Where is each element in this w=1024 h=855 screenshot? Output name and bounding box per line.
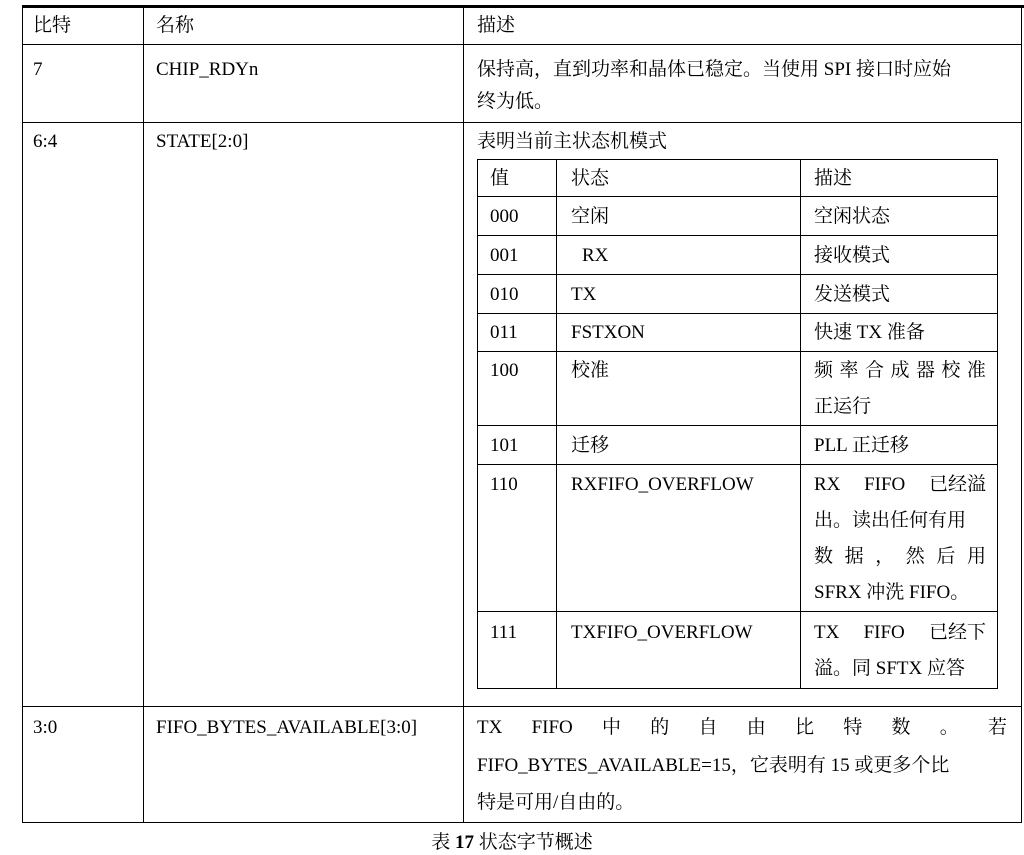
state-description: 发送模式 bbox=[814, 284, 891, 305]
state-description: 空闲状态 bbox=[814, 206, 891, 227]
state-value: 000 bbox=[490, 206, 519, 227]
state-table-line bbox=[477, 351, 998, 352]
state-name: RXFIFO_OVERFLOW bbox=[571, 474, 754, 495]
row-divider bbox=[22, 706, 1022, 707]
state-description-line: SFRX 冲洗 FIFO。 bbox=[814, 582, 970, 603]
row-description-line: 保持高，直到功率和晶体已稳定。当使用 SPI 接口时应始 bbox=[477, 59, 951, 80]
state-name: 空闲 bbox=[571, 206, 610, 227]
state-value: 001 bbox=[490, 245, 519, 266]
state-header-description: 描述 bbox=[814, 168, 853, 189]
state-description-line: 频 率 合 成 器 校 准 bbox=[814, 360, 986, 381]
state-table-line bbox=[477, 464, 998, 465]
col-divider-1 bbox=[143, 8, 144, 823]
state-table-line bbox=[477, 159, 998, 160]
state-name: FSTXON bbox=[571, 322, 645, 343]
state-table-line bbox=[477, 313, 998, 314]
state-name: RX bbox=[582, 245, 609, 266]
row-divider bbox=[22, 44, 1022, 45]
row-name: FIFO_BYTES_AVAILABLE[3:0] bbox=[156, 717, 418, 738]
row-bit: 3:0 bbox=[33, 717, 58, 738]
state-table-line bbox=[477, 688, 998, 689]
state-description-line: 溢。同 SFTX 应答 bbox=[814, 658, 965, 679]
state-description: 快速 TX 准备 bbox=[814, 322, 925, 343]
state-name: TX bbox=[571, 284, 597, 305]
state-table-line bbox=[477, 235, 998, 236]
state-value: 111 bbox=[490, 622, 518, 643]
row-description-line: 终为低。 bbox=[477, 91, 554, 112]
state-description-line: 数 据 ， 然 后 用 bbox=[814, 546, 986, 567]
state-name: 迁移 bbox=[571, 435, 610, 456]
state-value: 110 bbox=[490, 474, 518, 495]
state-table-line bbox=[477, 274, 998, 275]
col-divider-2 bbox=[463, 8, 464, 823]
row-description-intro: 表明当前主状态机模式 bbox=[477, 131, 668, 152]
row-bit: 7 bbox=[33, 59, 43, 80]
state-header-value: 值 bbox=[490, 168, 510, 189]
state-table-border-left bbox=[477, 159, 478, 689]
state-name: TXFIFO_OVERFLOW bbox=[571, 622, 753, 643]
state-description: 接收模式 bbox=[814, 245, 891, 266]
caption-prefix: 表 bbox=[431, 832, 451, 853]
state-description: PLL 正迁移 bbox=[814, 435, 909, 456]
state-description-line: TX FIFO 已经下 bbox=[814, 622, 986, 643]
state-name: 校准 bbox=[571, 360, 610, 381]
state-table-line bbox=[477, 196, 998, 197]
state-table-divider bbox=[800, 159, 801, 689]
row-bit: 6:4 bbox=[33, 131, 58, 152]
row-description-line: 特是可用/自由的。 bbox=[477, 792, 635, 813]
row-divider bbox=[22, 122, 1022, 123]
header-description: 描述 bbox=[477, 15, 516, 36]
state-table-line bbox=[477, 611, 998, 612]
row-description-line: TX FIFO 中 的 自 由 比 特 数 。 若 bbox=[477, 717, 1007, 738]
state-value: 010 bbox=[490, 284, 519, 305]
row-description-line: FIFO_BYTES_AVAILABLE=15，它表明有 15 或更多个比 bbox=[477, 755, 950, 776]
state-description-line: RX FIFO 已经溢 bbox=[814, 474, 986, 495]
state-value: 101 bbox=[490, 435, 519, 456]
caption-title: 状态字节概述 bbox=[478, 832, 593, 853]
state-table-line bbox=[477, 425, 998, 426]
state-value: 100 bbox=[490, 360, 519, 381]
table-caption bbox=[0, 832, 1024, 854]
row-name: STATE[2:0] bbox=[156, 131, 249, 152]
state-description-line: 正运行 bbox=[814, 396, 872, 417]
row-name: CHIP_RDYn bbox=[156, 59, 259, 80]
state-header-state: 状态 bbox=[571, 168, 610, 189]
state-description-line: 出。读出任何有用 bbox=[814, 510, 967, 531]
caption-number: 17 bbox=[455, 832, 474, 853]
state-table-border-right bbox=[997, 159, 998, 689]
header-bit: 比特 bbox=[33, 15, 72, 36]
state-value: 011 bbox=[490, 322, 518, 343]
state-table-divider bbox=[556, 159, 557, 689]
header-name: 名称 bbox=[156, 15, 195, 36]
